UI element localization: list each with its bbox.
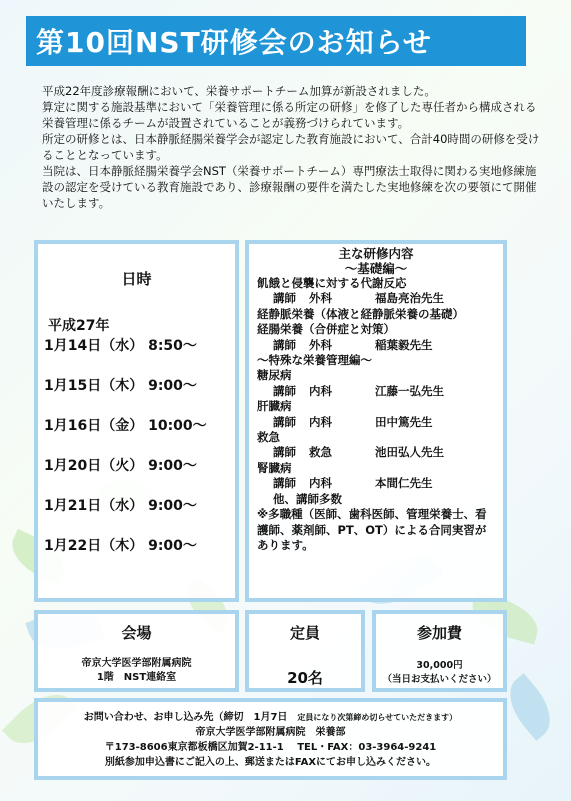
content-topic: 救急 [257,430,280,445]
capacity-panel [245,610,365,692]
content-lecturer: 講師 外科 稲葉毅先生 [273,337,433,352]
schedule-dates [44,335,235,575]
capacity-heading: 定員 [289,624,320,642]
content-panel [245,240,507,602]
content-others: 他、講師多数 [273,491,342,506]
page-title: 第10回NST研修会のお知らせ [26,16,526,66]
content-topic: 経静脈栄養（体液と経静脈栄養の基礎） [257,306,464,321]
contact-panel [34,698,507,780]
schedule-date: 1月14日（水） 8:50～ [44,338,197,354]
schedule-date: 1月15日（木） 9:00～ [44,378,197,394]
schedule-heading: 日時 [121,270,152,288]
content-basic-heading: ～基礎編～ [344,261,408,276]
contact-line: 帝京大学医学部附属病院 栄養部 [195,727,346,738]
venue-panel [34,610,239,692]
schedule-date: 1月16日（金） 10:00～ [44,418,207,434]
fee-detail: 30,000円 （当日お支払いください） [382,660,497,685]
intro-paragraph: 算定に関する施設基準において「栄養管理に係る所定の研修」を修了した専任者から構成される栄養管理に係るチームが設置されていることが義務づけられています。 [42,100,537,130]
fee-heading: 参加費 [416,624,462,642]
content-topic: 腎臓病 [257,460,292,475]
intro-text [42,83,542,211]
content-special-heading: ～特殊な栄養管理編～ [257,353,372,368]
intro-paragraph: 当院は、日本静脈経腸栄養学会NST（栄養サポートチーム）専門療法士取得に関わる実地修練施設の認定を受けている教育施設であり、診療報酬の要件を満たした実地修練を次の要領にて開催いたします。 [42,164,537,210]
contact-instructions: 別紙参加申込書にご記入の上、郵送またはFAXにてお申し込みください。 [104,757,437,768]
schedule-panel [34,240,239,602]
schedule-date: 1月20日（火） 9:00～ [44,458,197,474]
content-topic: 経腸栄養（合併症と対策） [257,322,395,337]
schedule-date: 1月22日（木） 9:00～ [44,538,197,554]
venue-heading: 会場 [121,624,152,642]
intro-paragraph: 平成22年度診療報酬において、栄養サポートチーム加算が新設されました。 [42,84,436,98]
content-lecturer: 講師 内科 本間仁先生 [273,476,433,491]
content-heading: 主な研修内容 [338,246,414,261]
content-note: ※多職種（医師、歯科医師、管理栄養士、看護師、薬剤師、PT、OT）による合同実習があります。 [257,507,487,552]
schedule-era: 平成27年 [48,318,110,334]
intro-paragraph: 所定の研修とは、日本静脈経腸栄養学会が認定した教育施設において、合計40時間の研修を受けることとなっています。 [42,132,540,162]
contact-line: お問い合わせ、お申し込み先（締切 1月7日 定員になり次第締め切らせていただきます） [83,712,458,723]
fee-panel [372,610,507,692]
venue-location: 帝京大学医学部附属病院 1階 NST連絡室 [81,658,192,683]
content-lecturer: 講師 救急 池田弘人先生 [273,445,444,460]
content-topic: 飢餓と侵襲に対する代謝反応 [257,276,407,290]
content-topic: 糖尿病 [257,368,292,383]
content-lecturer: 講師 外科 福島亮治先生 [273,291,444,306]
contact-address: 〒173-8606東京都板橋区加賀2-11-1 TEL・FAX：03-3964-9241 [104,742,437,753]
schedule-date: 1月21日（水） 9:00～ [44,498,197,514]
content-lecturer: 講師 内科 田中篤先生 [273,414,433,429]
content-lecturer: 講師 内科 江藤一弘先生 [273,383,444,398]
capacity-value: 20名 [287,669,323,687]
decorative-leaf [498,673,563,741]
content-topic: 肝臓病 [257,399,292,414]
